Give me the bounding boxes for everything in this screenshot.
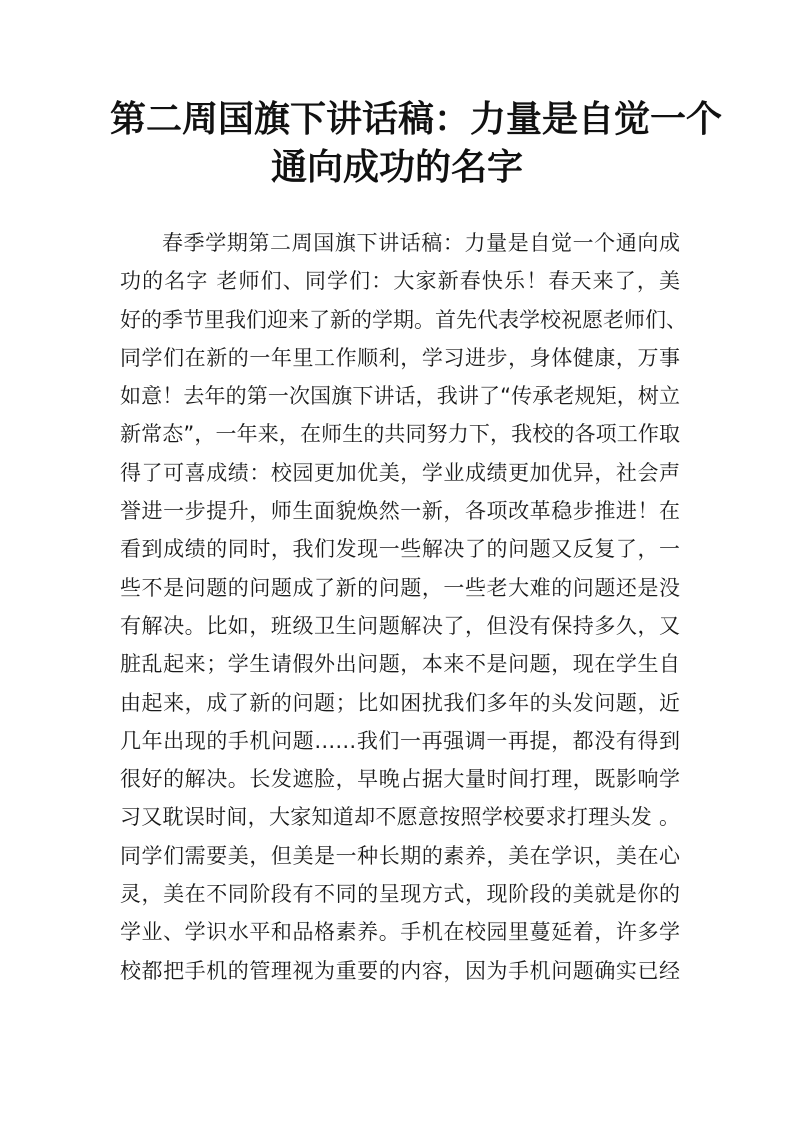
body-line: 好的季节里我们迎来了新的学期。首先代表学校祝愿老师们、 <box>120 307 687 332</box>
body-line: 如意！去年的第一次国旗下讲话，我讲了“传承老规矩，树立 <box>120 384 680 409</box>
body-line: 看到成绩的同时，我们发现一些解决了的问题又反复了，一 <box>120 537 680 562</box>
body-line: 有解决。比如，班级卫生问题解决了，但没有保持多久，又 <box>120 613 680 638</box>
body-line: 习又耽误时间，大家知道却不愿意按照学校要求打理头发 。 <box>120 805 680 830</box>
document-title <box>110 95 723 191</box>
body-line: 学业、学识水平和品格素养。手机在校园里蔓延着，许多学 <box>120 920 680 945</box>
body-line: 脏乱起来；学生请假外出问题，本来不是问题，现在学生自 <box>120 652 680 677</box>
body-line: 些不是问题的问题成了新的问题，一些老大难的问题还是没 <box>120 575 680 600</box>
body-line: 春季学期第二周国旗下讲话稿：力量是自觉一个通向成 <box>162 231 680 255</box>
body-line: 誉进一步提升，师生面貌焕然一新，各项改革稳步推进！在 <box>120 499 680 524</box>
body-line: 新常态”，一年来，在师生的共同努力下，我校的各项工作取 <box>120 422 680 447</box>
body-line: 由起来，成了新的问题；比如困扰我们多年的头发问题，近 <box>120 690 680 715</box>
title-line: 第二周国旗下讲话稿：力量是自觉一个 <box>110 98 723 140</box>
document-body <box>120 224 687 990</box>
body-line: 同学们需要美，但美是一种长期的素养，美在学识，美在心 <box>120 843 680 868</box>
body-line: 功的名字 老师们、同学们：大家新春快乐！春天来了，美 <box>120 269 680 294</box>
body-line: 很好的解决。长发遮脸，早晚占据大量时间打理，既影响学 <box>120 767 680 792</box>
body-line: 得了可喜成绩：校园更加优美，学业成绩更加优异，社会声 <box>120 460 680 485</box>
title-line: 通向成功的名字 <box>270 146 523 188</box>
body-line: 几年出现的手机问题……我们一再强调一再提，都没有得到 <box>120 728 680 753</box>
body-line: 校都把手机的管理视为重要的内容，因为手机问题确实已经 <box>120 958 680 983</box>
body-line: 灵，美在不同阶段有不同的呈现方式，现阶段的美就是你的 <box>120 882 680 907</box>
body-line: 同学们在新的一年里工作顺利，学习进步，身体健康，万事 <box>120 345 680 370</box>
